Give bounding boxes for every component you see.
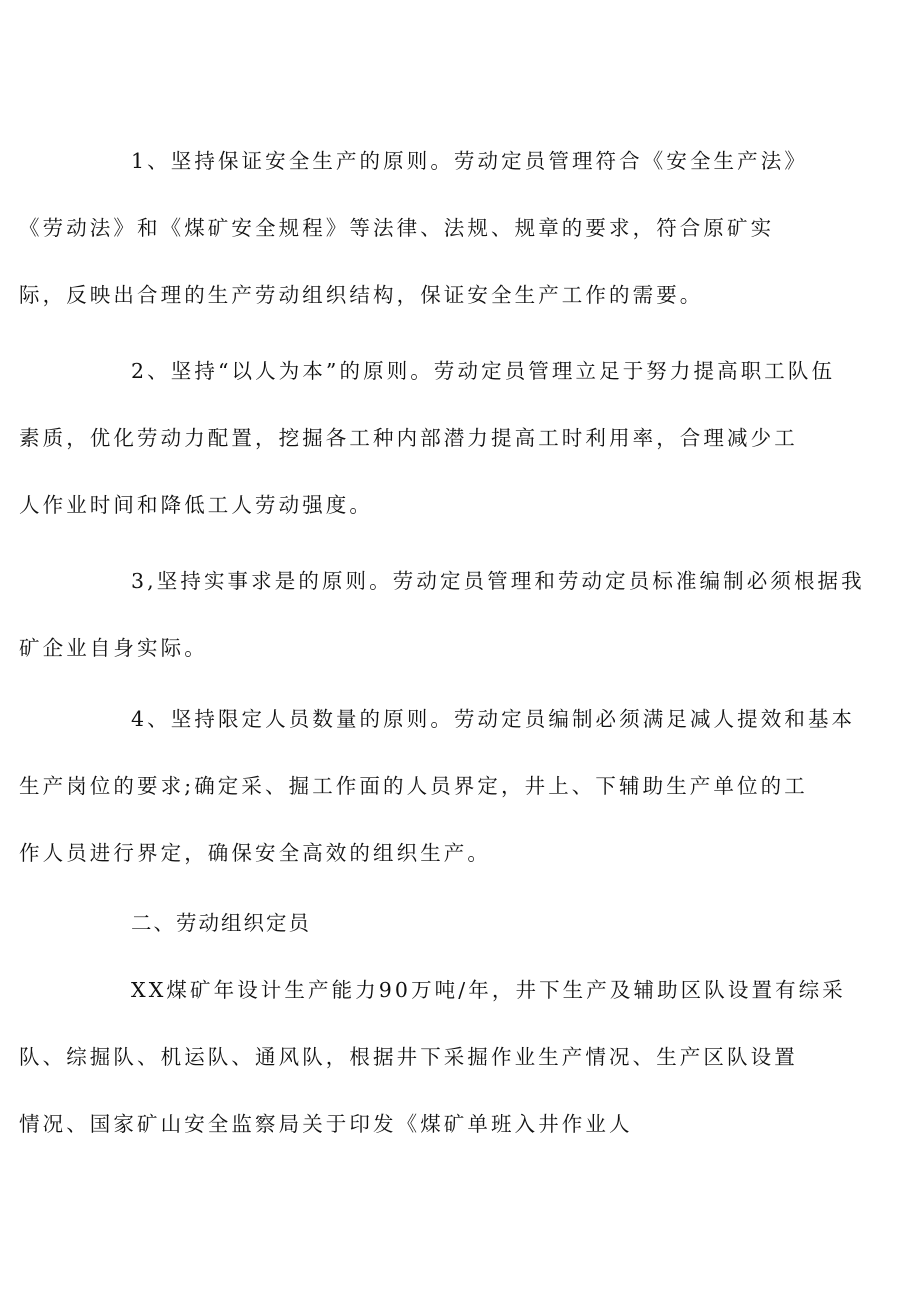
paragraph-principle-4 — [19, 686, 856, 887]
paragraph-line: 素质，优化劳动力配置，挖掘各工种内部潜力提高工时利用率，合理减少工 — [19, 426, 798, 450]
paragraph-labor-organization — [19, 957, 847, 1158]
paragraph-line: XX煤矿年设计生产能力90万吨/年，井下生产及辅助区队设置有综采 — [131, 978, 846, 1002]
paragraph-principle-2 — [19, 338, 847, 539]
paragraph-principle-3 — [19, 548, 865, 682]
paragraph-line: 3,坚持实事求是的原则。劳动定员管理和劳动定员标准编制必须根据我 — [131, 569, 865, 593]
paragraph-line: 生产岗位的要求;确定采、掘工作面的人员界定，井上、下辅助生产单位的工 — [19, 774, 808, 798]
paragraph-line: 1、坚持保证安全生产的原则。劳动定员管理符合《安全生产法》 — [131, 149, 808, 173]
section-heading-text: 二、劳动组织定员 — [131, 911, 311, 935]
paragraph-principle-1 — [19, 128, 847, 329]
section-heading — [75, 890, 847, 957]
paragraph-line: 际，反映出合理的生产劳动组织结构，保证安全生产工作的需要。 — [19, 283, 704, 307]
paragraph-line: 作人员进行界定，确保安全高效的组织生产。 — [19, 841, 491, 865]
paragraph-line: 《劳动法》和《煤矿安全规程》等法律、法规、规章的要求，符合原矿实 — [19, 216, 775, 240]
paragraph-line: 2、坚持“以人为本”的原则。劳动定员管理立足于努力提高职工队伍 — [131, 359, 836, 383]
paragraph-line: 4、坚持限定人员数量的原则。劳动定员编制必须满足减人提效和基本 — [131, 707, 856, 731]
paragraph-line: 矿企业自身实际。 — [19, 636, 208, 660]
paragraph-line: 队、综掘队、机运队、通风队，根据井下采掘作业生产情况、生产区队设置 — [19, 1045, 798, 1069]
paragraph-line: 人作业时间和降低工人劳动强度。 — [19, 493, 373, 517]
paragraph-line: 情况、国家矿山安全监察局关于印发《煤矿单班入井作业人 — [19, 1112, 633, 1136]
